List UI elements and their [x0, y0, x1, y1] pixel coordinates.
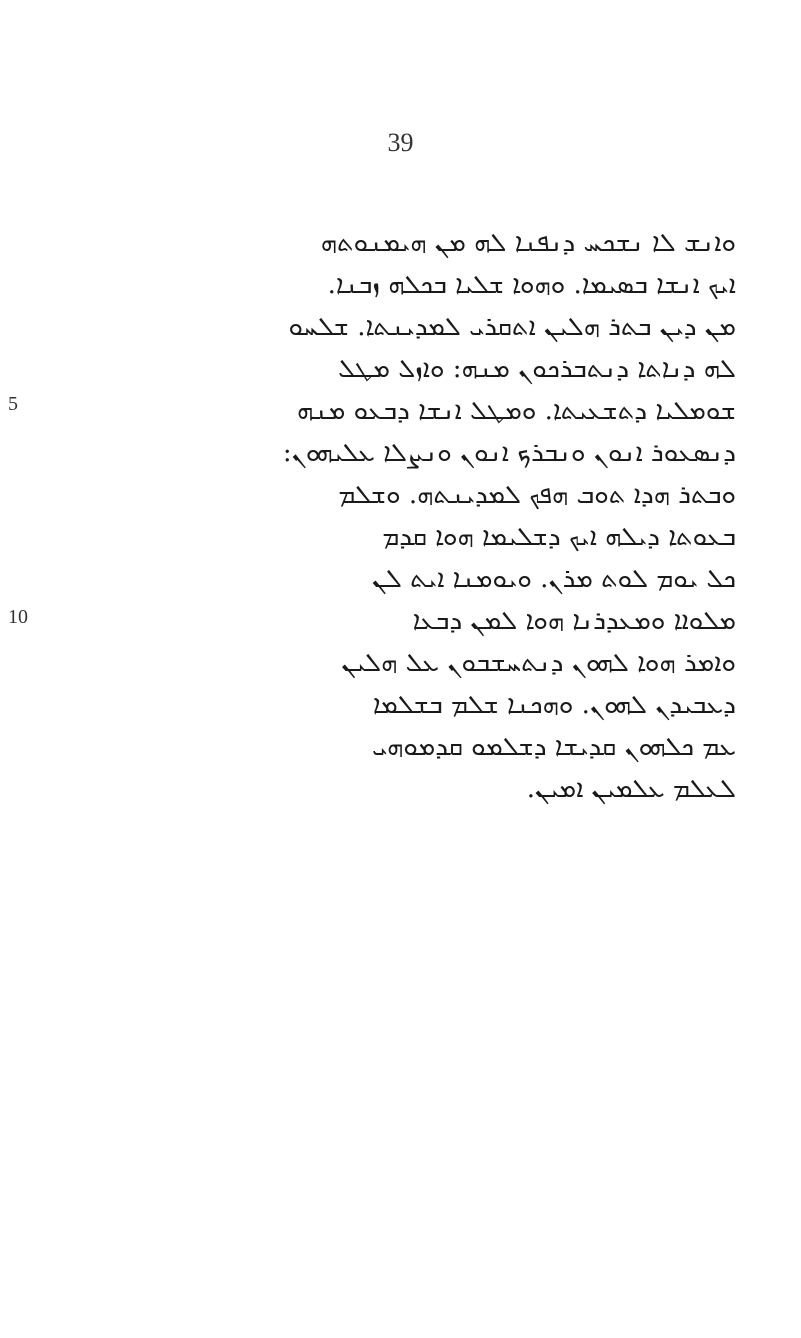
text-line: ܒܥܘܬܐ ܕܝܠܗ ܐܝܟ ܕܫܠܝܡܐ ܗܘܐ ܩܕܡ	[382, 522, 736, 552]
syriac-text-block	[66, 222, 736, 810]
page-number: 39	[387, 128, 414, 157]
text-line: ܠܗ ܕܢܐܬܐ ܕܢܬܒܪܟܘܢ ܡܢܗ: ܘܐܙܠ ܡܛܠ	[338, 354, 736, 384]
text-line: ܘܒܬܪ ܗܕܐ ܬܘܒ ܗܦܟ ܠܡܕܝܢܬܗ. ܘܫܠܡ	[338, 480, 736, 510]
text-line: ܡܢ ܕܝܢ ܒܬܪ ܗܠܝܢ ܐܬܩܪܝ ܠܡܕܝܢܬܐ. ܫܠܚܘ	[288, 312, 736, 342]
text-line: ܫܘܡܠܝܐ ܕܬܫܥܝܬܐ. ܘܡܛܠ ܐܢܫܐ ܕܒܥܘ ܡܢܗ	[297, 396, 736, 426]
text-line: ܘܐܡܪ ܗܘܐ ܠܗܘܢ ܕܢܬܚܫܒܘܢ ܥܠ ܗܠܝܢ	[341, 648, 736, 678]
text-line: ܕܥܒܝܕܢ ܠܗܘܢ. ܘܗܟܢܐ ܫܠܡ ܒܫܠܡܐ	[372, 690, 736, 720]
text-line: ܘܐܢܫ ܠܐ ܢܫܟܚ ܕܢܦܢܐ ܠܗ ܡܢ ܗܝܡܢܘܬܗ	[320, 228, 736, 258]
text-line: ܥܡ ܟܠܗܘܢ ܩܕܝܫܐ ܕܫܠܡܘ ܩܕܡܘܗܝ	[371, 732, 736, 762]
text-line: ܡܠܘܐܐ ܘܡܥܕܪܢܐ ܗܘܐ ܠܡܢ ܕܒܥܐ	[412, 606, 736, 636]
text-line: ܟܠ ܝܘܡ ܠܘܬ ܡܪܢ. ܘܝܘܡܢܐ ܐܝܬ ܠܢ	[372, 564, 736, 594]
text-line: ܠܥܠܡ ܥܠܡܝܢ ܐܡܝܢ.	[526, 774, 736, 804]
text-line: ܐܝܟ ܐܢܫܐ ܒܣܝܡܐ. ܘܗܘܐ ܫܠܝܐ ܒܟܠܗ ܙܒܢܐ.	[327, 270, 736, 300]
line-number: 10	[8, 606, 28, 628]
line-number: 5	[8, 393, 18, 415]
text-line: ܕܢܣܥܘܪ ܐܢܘܢ ܘܢܒܪܟ ܐܢܘܢ ܘܢܨܠܐ ܥܠܝܗܘܢ:	[282, 438, 736, 468]
